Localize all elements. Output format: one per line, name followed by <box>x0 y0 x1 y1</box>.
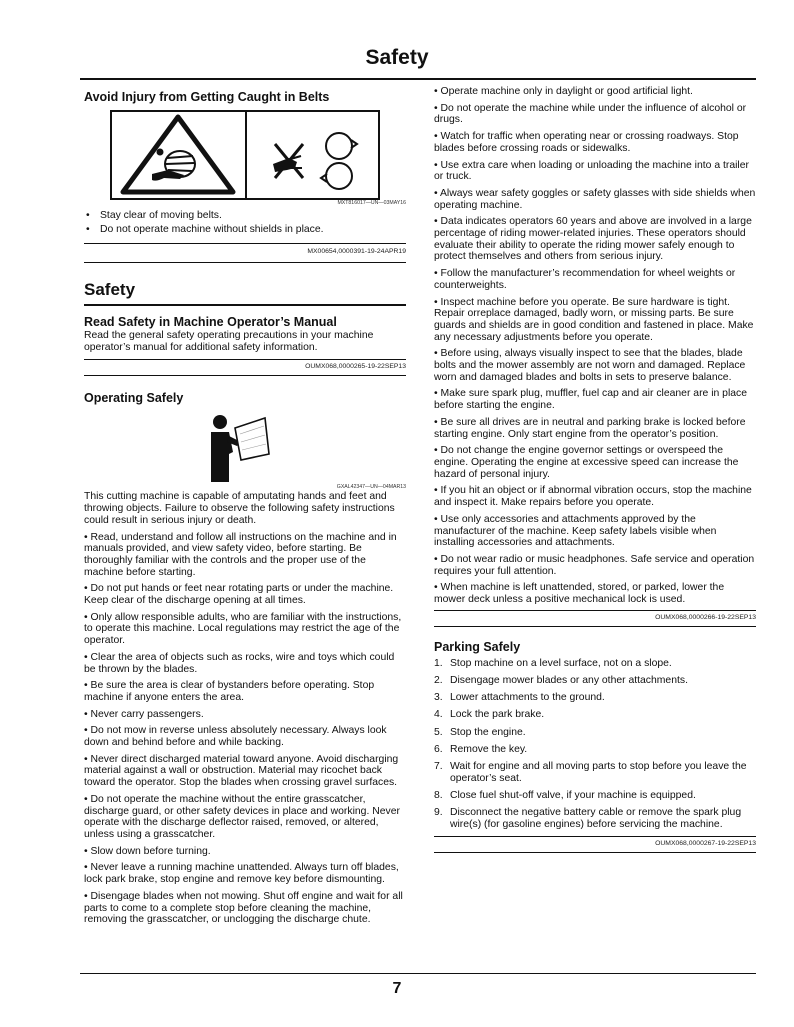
read-manual-reference: OUMX068,0000265-19-22SEP13 <box>305 363 406 371</box>
step-number: 6. <box>434 743 443 755</box>
step-number: 1. <box>434 657 443 669</box>
list-item: • Do not operate the machine while under the influence of alcohol or drugs. <box>434 102 747 126</box>
left-column <box>84 86 406 931</box>
reading-operator-icon <box>207 414 273 484</box>
footer-rule <box>80 973 756 974</box>
list-item <box>434 761 756 784</box>
read-manual-heading: Read Safety in Machine Operator’s Manual <box>84 315 337 329</box>
list-item <box>434 807 756 830</box>
section-rule <box>84 304 406 306</box>
list-item: • Do not mow in reverse unless absolutely necessary. Always look down and behind before and while backing. <box>84 725 387 749</box>
list-item: • Use only accessories and attachments approved by the manufacturer of the machine. Keep safety labels visible when installing accessories and attachments. <box>434 513 717 549</box>
list-item <box>434 709 756 721</box>
step-number: 7. <box>434 760 443 772</box>
list-item: • Do not operate the machine without the entire grasscatcher, discharge guard, or other safety devices in place and working. Never operate with the discharge deflector raised, removed, or altered, unless using a grasscatcher. <box>84 793 400 840</box>
list-item: • Be sure all drives are in neutral and parking brake is locked before starting engine. Only start engine from the operator’s position. <box>434 416 746 440</box>
list-item: • Slow down before turning. <box>84 845 211 857</box>
list-item <box>434 658 756 670</box>
list-item: • Do not put hands or feet near rotating parts or under the machine. Keep clear of the discharge opening at all times. <box>84 583 394 607</box>
divider <box>434 626 756 627</box>
read-manual-text: Read the general safety operating precautions in your machine operator’s manual for additional safety information. <box>84 330 374 353</box>
belts-bullets <box>84 209 406 237</box>
divider <box>84 375 406 376</box>
operating-figure-id: GXAL42347—UN—04MAR13 <box>336 484 406 491</box>
step-text: Lower attachments to the ground. <box>450 692 605 704</box>
belt-entanglement-warning-icon <box>112 112 245 198</box>
step-text: Disengage mower blades or any other attachments. <box>450 674 688 686</box>
step-text: Close fuel shut-off valve, if your machine is equipped. <box>450 789 696 801</box>
right-column <box>434 86 756 853</box>
step-text: Remove the key. <box>450 743 528 755</box>
list-item: • Watch for traffic when operating near or crossing roadways. Stop blades before crossing roads or sidewalks. <box>434 131 739 154</box>
divider <box>434 610 756 611</box>
list-item: • Do not wear radio or music headphones. Safe service and operation requires your full attention. <box>434 553 755 577</box>
operating-reference: OUMX068,0000266-19-22SEP13 <box>655 613 756 621</box>
divider <box>84 359 406 360</box>
list-item: • Disengage blades when not mowing. Shut off engine and wait for all parts to come to a complete stop before cleaning the machine, removing the grasscatcher, or unclogging the discharge chute. <box>84 890 403 926</box>
list-item: • Do not change the engine governor settings or overspeed the engine. Operating the engine at excessive speed can increase the hazard of personal injury. <box>434 445 739 480</box>
step-text: Stop the engine. <box>450 726 526 738</box>
divider <box>84 243 406 244</box>
parking-steps <box>434 658 756 831</box>
list-item: • If you hit an object or if abnormal vibration occurs, stop the machine and inspect it. Make repairs before you operate. <box>434 485 752 509</box>
list-item: • Make sure spark plug, muffler, fuel cap and air cleaner are in place before starting the engine. <box>434 388 748 412</box>
parking-heading: Parking Safely <box>434 639 521 654</box>
list-item: • Before using, always visually inspect to see that the blades, blade bolts and the mower assembly are not worn and damaged. Replace worn and damaged blades and bolts in sets to preserve balance. <box>434 348 746 383</box>
keep-hands-clear-icon <box>245 112 380 198</box>
step-number: 3. <box>434 692 443 704</box>
step-number: 2. <box>434 674 443 686</box>
step-text: Disconnect the negative battery cable or remove the spark plug wire(s) (for gasoline engines) before servicing the machine. <box>450 807 742 830</box>
list-item: • Follow the manufacturer’s recommendation for wheel weights or counterweights. <box>434 268 736 291</box>
list-item: • Never carry passengers. <box>84 708 204 720</box>
operating-heading: Operating Safely <box>84 391 184 406</box>
list-item <box>434 675 756 687</box>
list-item <box>434 692 756 704</box>
step-text: Lock the park brake. <box>450 709 545 721</box>
page-number: 7 <box>392 980 402 997</box>
parking-reference: OUMX068,0000267-19-22SEP13 <box>655 839 756 847</box>
belts-figure-id: MXT816017—UN—03MAY16 <box>337 200 406 206</box>
step-number: 5. <box>434 726 443 738</box>
belts-heading: Avoid Injury from Getting Caught in Belts <box>84 90 330 104</box>
list-item: • Only allow responsible adults, who are familiar with the instructions, to operate this machine. Local regulations may restrict the age of the operator. <box>84 611 402 647</box>
safety-section-title: Safety <box>84 280 136 299</box>
list-item: • Never leave a running machine unattended. Always turn off blades, lock park brake, stop engine and remove key before dismounting. <box>84 862 399 886</box>
step-number: 8. <box>434 789 443 801</box>
step-text: Wait for engine and all moving parts to stop before you leave the operator’s seat. <box>450 760 747 784</box>
page-title: Safety <box>365 46 429 69</box>
step-number: 4. <box>434 709 443 721</box>
divider <box>434 852 756 853</box>
list-item: • Stay clear of moving belts. <box>84 209 406 223</box>
operating-intro: This cutting machine is capable of amputating hands and feet and throwing objects. Failure to observe the following safety instructions could result in serious injury or death. <box>84 491 395 526</box>
list-item: • Do not operate machine without shields in place. <box>84 223 406 237</box>
header-rule <box>80 78 756 80</box>
list-item: • Inspect machine before you operate. Be sure hardware is tight. Repair orreplace damaged, badly worn, or missing parts. Be sure guards and shields are in good condition and fastened in place. Make any necessary adjustments before you operate. <box>434 296 754 343</box>
divider <box>84 262 406 263</box>
belts-reference: MX00654,0000391-19-24APR19 <box>307 248 406 255</box>
divider <box>434 836 756 837</box>
step-text: Stop machine on a level surface, not on a slope. <box>450 657 672 669</box>
list-item: • When machine is left unattended, stored, or parked, lower the mower deck unless a positive mechanical lock is used. <box>434 582 725 606</box>
list-item: • Read, understand and follow all instructions on the machine and in manuals provided, and view safety video, before starting. Be thoroughly familiar with the controls and the proper use of the machine before starting. <box>84 531 397 578</box>
list-item: • Be sure the area is clear of bystanders before operating. Stop machine if anyone enters the area. <box>84 680 375 703</box>
list-item <box>434 727 756 739</box>
list-item: • Use extra care when loading or unloading the machine into a trailer or truck. <box>434 159 749 183</box>
step-number: 9. <box>434 807 443 819</box>
list-item: • Operate machine only in daylight or good artificial light. <box>434 86 693 97</box>
list-item: • Always wear safety goggles or safety glasses with side shields when operating machine. <box>434 187 756 211</box>
list-item <box>434 744 756 756</box>
list-item: • Clear the area of objects such as rocks, wire and toys which could be thrown by the blades. <box>84 651 395 675</box>
list-item <box>434 790 756 802</box>
belt-warning-figure <box>110 110 380 200</box>
list-item: • Data indicates operators 60 years and above are involved in a large percentage of riding mower-related injuries. These operators should evaluate their ability to operate the riding mower safely enough to protect themselves and others from serious injury. <box>434 216 752 263</box>
list-item: • Never direct discharged material toward anyone. Avoid discharging material against a wall or obstruction. Material may ricochet back toward the operator. Stop the blades when crossing gravel surfaces. <box>84 753 399 789</box>
